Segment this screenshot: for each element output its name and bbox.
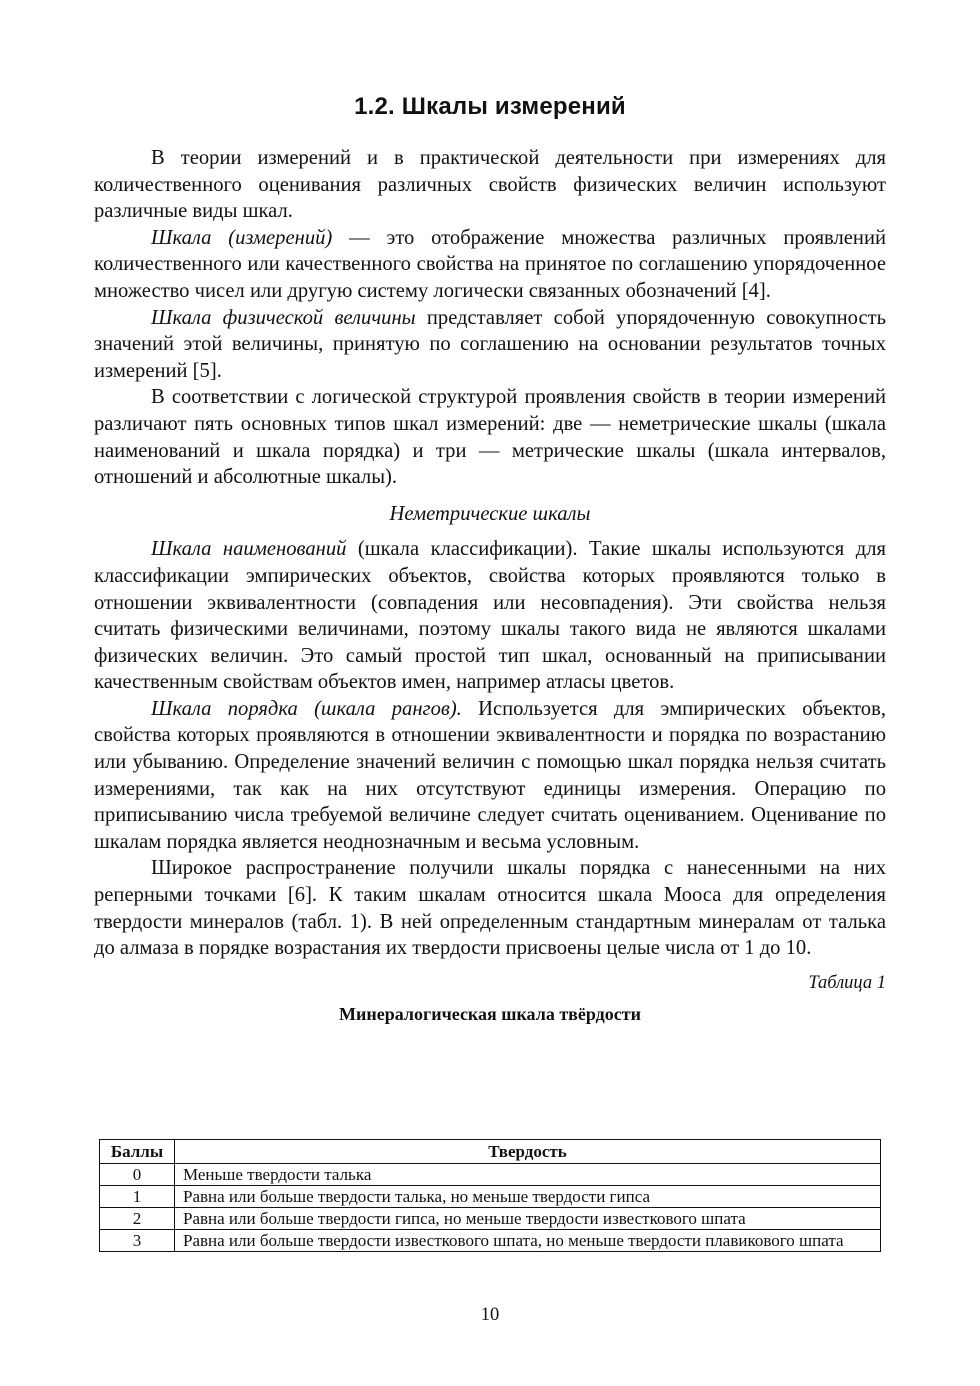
- paragraph-physical-quantity-scale: Шкала физической величины представляет собой упорядоченную совокупность значений этой величины, принятую по соглашению на основании результатов точных измерений [5].: [94, 306, 886, 382]
- header-hardness: Твердость: [175, 1140, 881, 1164]
- table-number: Таблица 1: [808, 972, 886, 993]
- term: Шкала наименований: [151, 538, 347, 561]
- table-row: [100, 1186, 881, 1208]
- paragraph-mohs: Широкое распространение получили шкалы порядка с нанесенными на них реперными точками [6]. К таким шкалам относится шкала Мооса для определения твердости минералов (табл. 1). В ней определенным стандартным минералам от талька до алмаза в порядке возрастания их твердости присвоены целые числа от 1 до 10.: [94, 857, 886, 960]
- subheading-nonmetric: Неметрические шкалы: [389, 502, 591, 525]
- paragraph-order-scale: Шкала порядка (шкала рангов). Используется для эмпирических объектов, свойства которых проявляются в отношении эквивалентности и порядка по возрастанию или убыванию. Определение значений величин с помощью шкал порядка нельзя считать измерениями, так как на них отсутствуют единицы измерения. Операцию по приписыванию числа требуемой величине следует считать оцениванием. Оценивание по шкалам порядка является неоднозначным и весьма условным.: [94, 697, 886, 853]
- table-row: [100, 1164, 881, 1186]
- table-row: [100, 1230, 881, 1252]
- score-cell: 1: [100, 1186, 175, 1208]
- table-row: [100, 1208, 881, 1230]
- term: Шкала физической величины: [151, 306, 416, 329]
- paragraph-intro: В теории измерений и в практической деятельности при измерениях для количественного оценивания различных свойств физических величин используют различные виды шкал.: [94, 147, 886, 223]
- score-cell: 0: [100, 1164, 175, 1186]
- table-title: Минералогическая шкала твёрдости: [339, 1004, 641, 1025]
- hardness-cell: Равна или больше твердости гипса, но меньше твердости известкового шпата: [175, 1208, 881, 1230]
- score-cell: 2: [100, 1208, 175, 1230]
- hardness-table: [99, 1139, 881, 1252]
- paragraph-naming-scale: Шкала наименований (шкала классификации). Такие шкалы используются для классификации эмпирических объектов, свойства которых проявляются только в отношении эквивалентности (совпадения или несовпадения). Эти свойства нельзя считать физическими величинами, поэтому шкалы такого вида не являются шкалами физических величин. Это самый простой тип шкал, основанный на приписывании качественным свойствам объектов имен, например атласы цветов.: [94, 538, 886, 694]
- paragraph-scale-definition: Шкала (измерений) — это отображение множества различных проявлений количественного или качественного свойства на принятое по соглашению упорядоченное множество чисел или другую систему логически связанных обозначений [4].: [94, 226, 886, 302]
- hardness-cell: Меньше твердости талька: [175, 1164, 881, 1186]
- page-number: 10: [480, 1305, 500, 1325]
- hardness-cell: Равна или больше твердости талька, но меньше твердости гипса: [175, 1186, 881, 1208]
- score-cell: 3: [100, 1230, 175, 1252]
- term: Шкала порядка (шкала рангов).: [151, 697, 462, 720]
- table-header-row: [100, 1140, 881, 1164]
- term: Шкала (измерений): [151, 226, 333, 249]
- paragraph-scale-types: В соответствии с логической структурой проявления свойств в теории измерений различают пять основных типов шкал измерений: две — неметрические шкалы (шкала наименований и шкала порядка) и три — метрические шкалы (шкала интервалов, отношений и абсолютные шкалы).: [94, 386, 886, 489]
- hardness-cell: Равна или больше твердости известкового шпата, но меньше твердости плавикового шпата: [175, 1230, 881, 1252]
- document-body: [94, 145, 886, 1028]
- header-score: Баллы: [100, 1140, 175, 1164]
- section-heading: 1.2. Шкалы измерений: [354, 93, 626, 120]
